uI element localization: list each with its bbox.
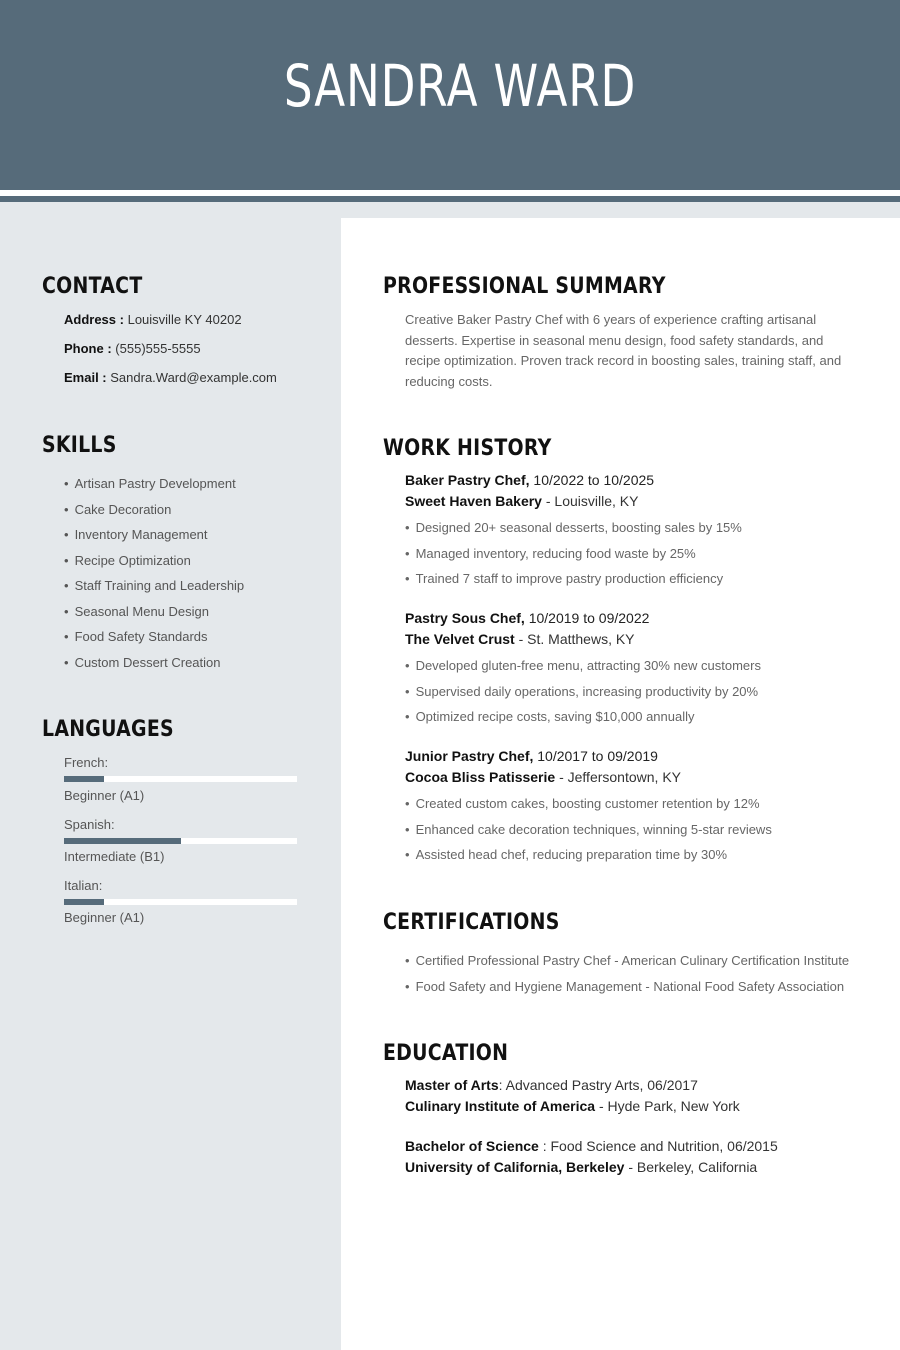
job-company-line: [405, 631, 635, 647]
certification-item: • Food Safety and Hygiene Management - National Food Safety Association: [405, 978, 849, 1004]
education-school-line: [405, 1159, 757, 1175]
phone-label: Phone :: [64, 341, 112, 356]
job-bullet: • Assisted head chef, reducing preparation time by 30%: [405, 846, 772, 872]
language-name: Italian:: [64, 878, 103, 893]
job-company: The Velvet Crust: [405, 631, 515, 647]
education-school: University of California, Berkeley: [405, 1159, 625, 1175]
job-dates: 10/2022 to 10/2025: [533, 472, 655, 488]
job-bullet: • Optimized recipe costs, saving $10,000 annually: [405, 708, 761, 734]
job-role: Pastry Sous Chef,: [405, 610, 525, 626]
education-school: Culinary Institute of America: [405, 1098, 596, 1114]
job-bullets: [405, 795, 772, 872]
job-company: Cocoa Bliss Patisserie: [405, 769, 556, 785]
language-proficiency-bar: [64, 899, 297, 905]
job-bullet: • Trained 7 staff to improve pastry production efficiency: [405, 570, 742, 596]
contact-email: [64, 370, 277, 385]
job-location: - Jeffersontown, KY: [559, 769, 681, 785]
job-role: Baker Pastry Chef,: [405, 472, 530, 488]
skill-item: • Artisan Pastry Development: [64, 475, 244, 501]
email-label: Email :: [64, 370, 107, 385]
education-degree: Bachelor of Science: [405, 1138, 539, 1154]
job-company-line: [405, 493, 638, 509]
job-location: - St. Matthews, KY: [518, 631, 635, 647]
job-bullet: • Enhanced cake decoration techniques, winning 5-star reviews: [405, 821, 772, 847]
contact-phone: [64, 341, 201, 356]
language-level: Beginner (A1): [64, 788, 145, 803]
email-value: Sandra.Ward@example.com: [110, 370, 277, 385]
language-level: Intermediate (B1): [64, 849, 165, 864]
skill-item: • Cake Decoration: [64, 501, 244, 527]
header-banner: [0, 0, 900, 190]
summary-text: Creative Baker Pastry Chef with 6 years of experience crafting artisanal desserts. Expertise in seasonal menu design, food safety standards, and recipe optimization. Proven track record in boosting sales, training staff, and reducing costs.: [405, 312, 842, 389]
job-location: - Louisville, KY: [545, 493, 639, 509]
language-proficiency-fill: [64, 838, 181, 844]
job-title-line: [405, 748, 658, 764]
job-company-line: [405, 769, 681, 785]
education-field: : Advanced Pastry Arts, 06/2017: [498, 1077, 698, 1093]
education-degree: Master of Arts: [405, 1077, 499, 1093]
certifications-list: [405, 952, 849, 1003]
education-location: - Berkeley, California: [628, 1159, 758, 1175]
skill-item: • Food Safety Standards: [64, 628, 244, 654]
job-bullets: [405, 519, 742, 596]
language-proficiency-fill: [64, 899, 104, 905]
language-proficiency-bar: [64, 838, 297, 844]
language-level: Beginner (A1): [64, 910, 145, 925]
education-location: - Hyde Park, New York: [598, 1098, 740, 1114]
main-top-strip: [341, 202, 900, 218]
job-bullet: • Managed inventory, reducing food waste by 25%: [405, 545, 742, 571]
job-dates: 10/2017 to 09/2019: [537, 748, 658, 764]
skill-item: • Custom Dessert Creation: [64, 654, 244, 680]
work-history-heading: WORK HISTORY: [383, 436, 552, 461]
education-heading: EDUCATION: [383, 1041, 509, 1066]
skill-item: • Seasonal Menu Design: [64, 603, 244, 629]
language-proficiency-bar: [64, 776, 297, 782]
job-bullet: • Created custom cakes, boosting customer retention by 12%: [405, 795, 772, 821]
skills-list: [64, 475, 244, 679]
job-bullet: • Designed 20+ seasonal desserts, boosting sales by 15%: [405, 519, 742, 545]
job-bullet: • Developed gluten-free menu, attracting 30% new customers: [405, 657, 761, 683]
education-school-line: [405, 1098, 740, 1114]
summary-heading: PROFESSIONAL SUMMARY: [383, 274, 666, 299]
language-proficiency-fill: [64, 776, 104, 782]
contact-address: [64, 312, 242, 327]
skill-item: • Staff Training and Leadership: [64, 577, 244, 603]
job-company: Sweet Haven Bakery: [405, 493, 542, 509]
certifications-heading: CERTIFICATIONS: [383, 910, 560, 935]
skill-item: • Recipe Optimization: [64, 552, 244, 578]
skill-item: • Inventory Management: [64, 526, 244, 552]
address-value: Louisville KY 40202: [127, 312, 242, 327]
job-title-line: [405, 472, 654, 488]
job-dates: 10/2019 to 09/2022: [528, 610, 650, 626]
candidate-name: SANDRA WARD: [283, 52, 637, 120]
certification-item: • Certified Professional Pastry Chef - American Culinary Certification Institute: [405, 952, 849, 978]
job-bullet: • Supervised daily operations, increasing productivity by 20%: [405, 683, 761, 709]
education-field: : Food Science and Nutrition, 06/2015: [538, 1138, 778, 1154]
address-label: Address :: [64, 312, 124, 327]
skills-heading: SKILLS: [42, 433, 117, 458]
education-degree-line: [405, 1138, 778, 1154]
languages-heading: LANGUAGES: [42, 717, 174, 742]
language-name: French:: [64, 755, 109, 770]
phone-value: (555)555-5555: [115, 341, 201, 356]
job-title-line: [405, 610, 649, 626]
language-name: Spanish:: [64, 817, 115, 832]
job-role: Junior Pastry Chef,: [405, 748, 534, 764]
contact-heading: CONTACT: [42, 274, 143, 299]
education-degree-line: [405, 1077, 698, 1093]
job-bullets: [405, 657, 761, 734]
